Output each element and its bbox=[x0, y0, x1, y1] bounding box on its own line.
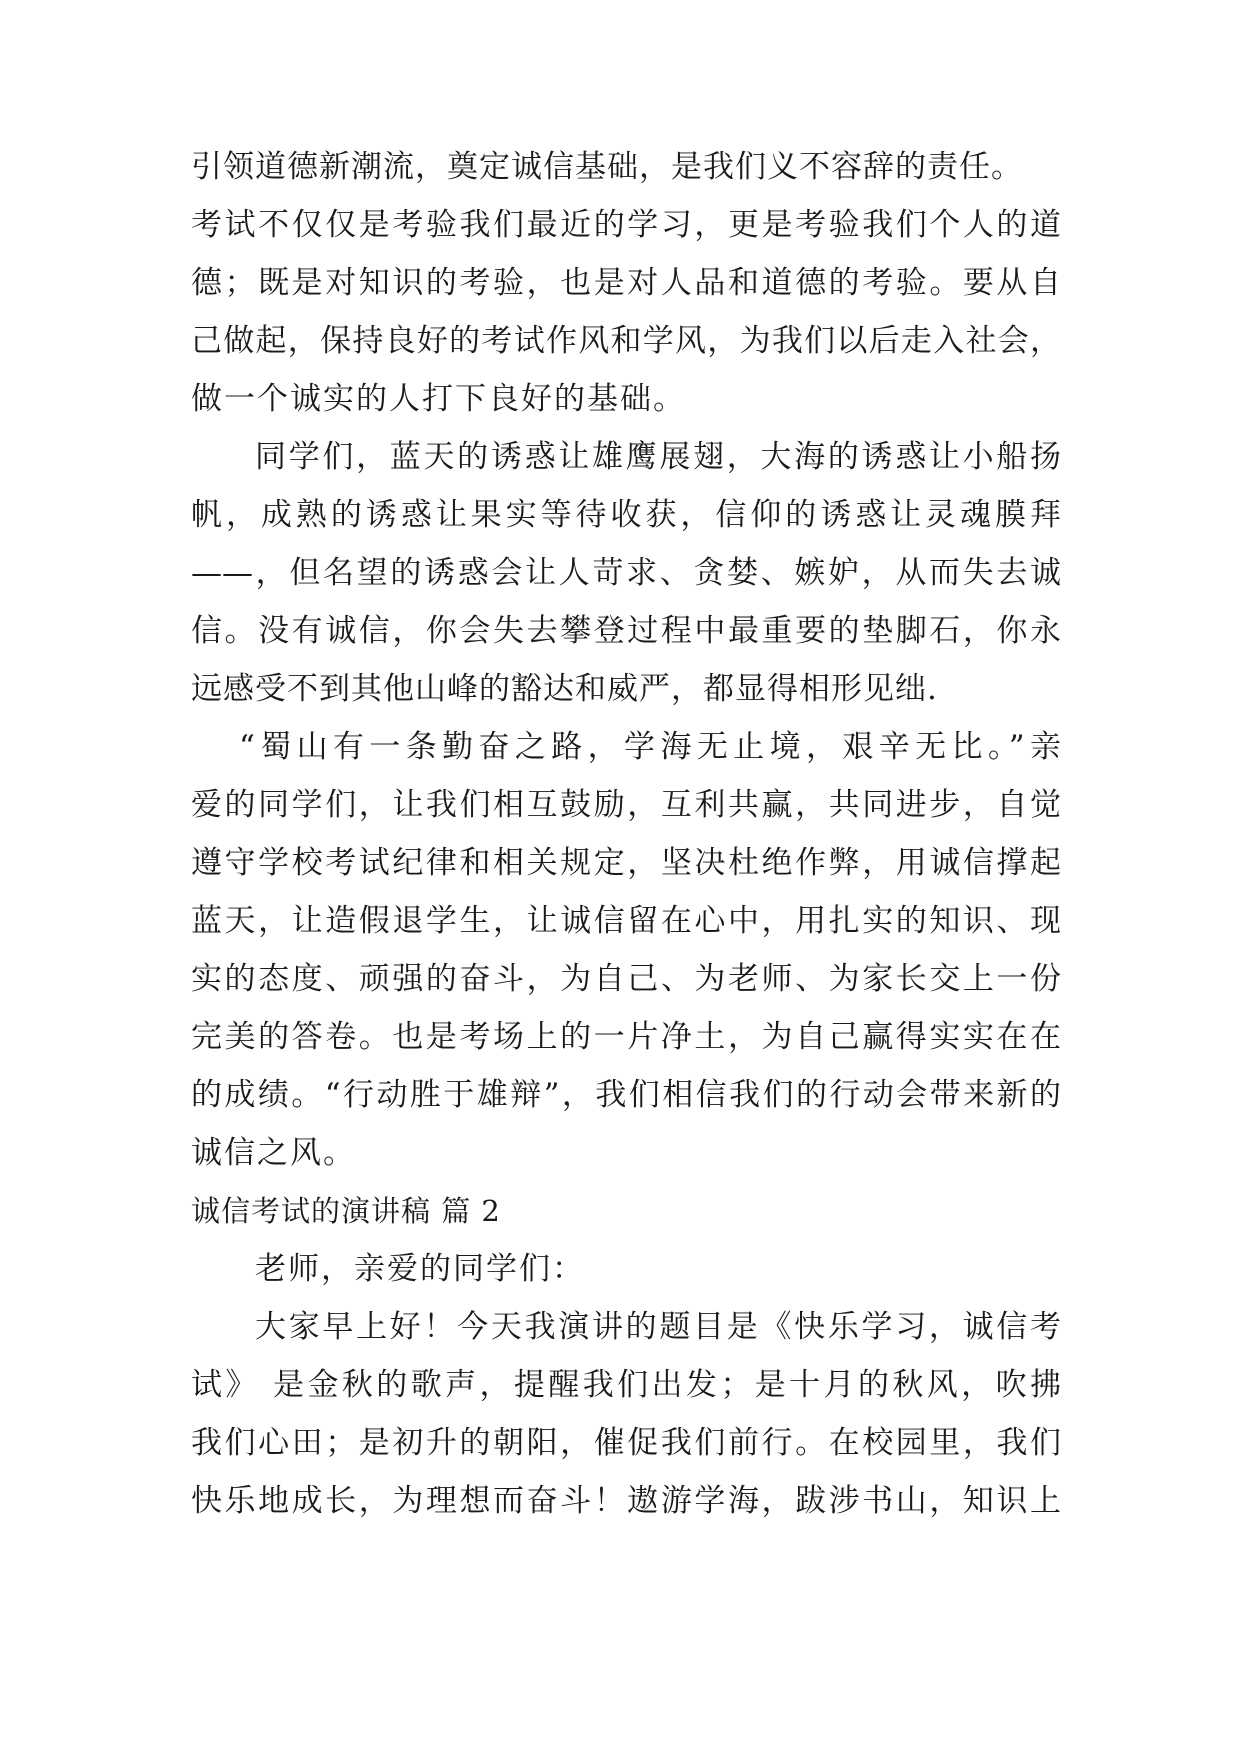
text-line: 快乐地成长，为理想而奋斗！遨游学海，跋涉书山，知识上 bbox=[191, 1483, 1061, 1519]
text-line: 引领道德新潮流，奠定诚信基础，是我们义不容辞的责任。 bbox=[191, 149, 1023, 185]
text-line: 己做起，保持良好的考试作风和学风，为我们以后走入社会， bbox=[191, 323, 1061, 359]
paragraph-2 bbox=[191, 428, 1061, 718]
section-heading: 诚信考试的演讲稿 篇 2 bbox=[191, 1194, 501, 1228]
text-line: 德；既是对知识的考验，也是对人品和道德的考验。要从自 bbox=[191, 265, 1061, 301]
greeting: 老师，亲爱的同学们： bbox=[255, 1251, 585, 1287]
text-line: 爱的同学们，让我们相互鼓励，互利共赢，共同进步，自觉 bbox=[191, 787, 1061, 823]
text-line: 远感受不到其他山峰的豁达和威严，都显得相形见绌. bbox=[191, 671, 938, 707]
text-line: 信。没有诚信，你会失去攀登过程中最重要的垫脚石，你永 bbox=[191, 613, 1061, 649]
text-line: 同学们，蓝天的诱惑让雄鹰展翅，大海的诱惑让小船扬 bbox=[255, 439, 1061, 475]
text-line: ——，但名望的诱惑会让人苛求、贪婪、嫉妒，从而失去诚 bbox=[191, 555, 1061, 591]
text-line: 蓝天，让造假退学生，让诚信留在心中，用扎实的知识、现 bbox=[191, 903, 1061, 939]
text-line: “蜀山有一条勤奋之路，学海无止境，艰辛无比。”亲 bbox=[239, 729, 1061, 765]
document-body bbox=[191, 138, 1061, 1530]
text-line: 试》 是金秋的歌声，提醒我们出发；是十月的秋风，吹拂 bbox=[191, 1367, 1061, 1403]
text-line: 做一个诚实的人打下良好的基础。 bbox=[191, 381, 686, 417]
paragraph-3 bbox=[191, 718, 1061, 1182]
text-line: 帆，成熟的诱惑让果实等待收获，信仰的诱惑让灵魂膜拜 bbox=[191, 497, 1061, 533]
text-line: 大家早上好！今天我演讲的题目是《快乐学习，诚信考 bbox=[255, 1309, 1061, 1345]
text-line: 完美的答卷。也是考场上的一片净土，为自己赢得实实在在 bbox=[191, 1019, 1061, 1055]
text-line: 诚信之风。 bbox=[191, 1135, 356, 1171]
text-line: 遵守学校考试纪律和相关规定，坚决杜绝作弊，用诚信撑起 bbox=[191, 845, 1061, 881]
paragraph-4 bbox=[191, 1298, 1061, 1530]
text-line: 考试不仅仅是考验我们最近的学习，更是考验我们个人的道 bbox=[191, 207, 1061, 243]
paragraph-1 bbox=[191, 138, 1061, 428]
text-line: 的成绩。“行动胜于雄辩”，我们相信我们的行动会带来新的 bbox=[191, 1077, 1061, 1113]
text-line: 实的态度、顽强的奋斗，为自己、为老师、为家长交上一份 bbox=[191, 961, 1061, 997]
text-line: 我们心田；是初升的朝阳，催促我们前行。在校园里，我们 bbox=[191, 1425, 1061, 1461]
